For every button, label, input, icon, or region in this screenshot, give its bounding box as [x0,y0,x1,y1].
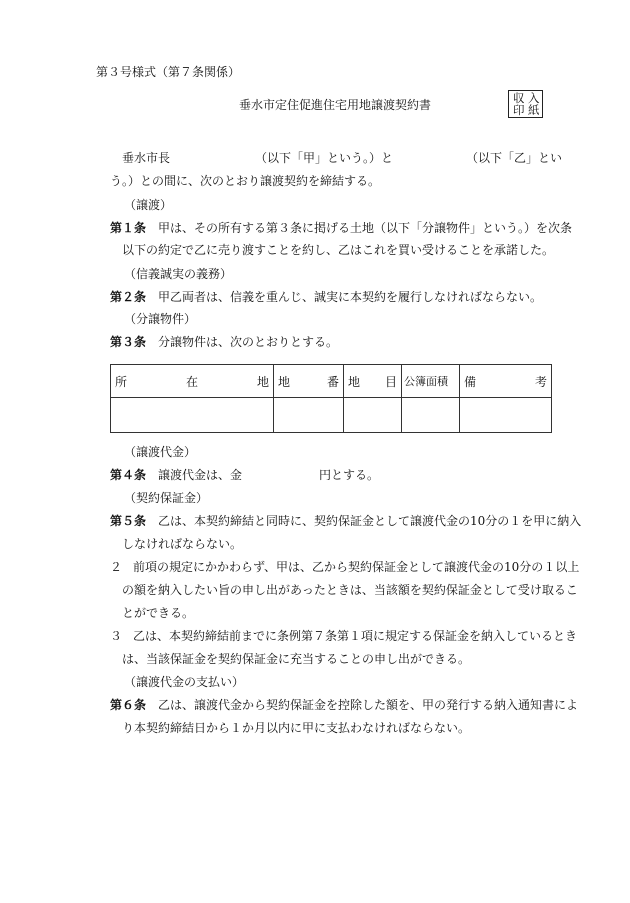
paragraph-3-line-1: 乙は、本契約締結前までに条例第７条第１項に規定する保証金を納入しているとき [133,629,578,643]
article-1-caption: （譲渡） [124,198,173,212]
paragraph-2-line-1: 前項の規定にかかわらず、甲は、乙から契約保証金として譲渡代金の10分の１以上 [133,560,580,574]
paragraph-2-number: ２ [110,560,123,574]
header-category-char: 地 [348,374,361,389]
header-lot-number [274,365,344,398]
article-1-line-1: 甲は、その所有する第３条に掲げる土地（以下「分譲物件」という。）を次条 [158,221,573,235]
party-a-name: 垂水市長 [122,151,171,165]
article-5-line-1: 乙は、本契約締結と同時に、契約保証金として譲渡代金の10分の１を甲に納入 [158,514,582,528]
land-table [110,364,552,433]
table-header-row [111,365,552,398]
article-6-line-2: り本契約締結日から１か月以内に甲に支払わなければならない。 [122,721,471,735]
article-5-caption: （契約保証金） [124,491,209,505]
cell-registered-area[interactable] [402,398,460,433]
cell-lot-number[interactable] [274,398,344,433]
header-remarks [460,365,552,398]
article-2-number: 第２条 [110,290,147,304]
paragraph-2-line-2: の額を納入したい旨の申し出があったときは、当該額を契約保証金として受け取るこ [122,583,578,597]
header-location-char: 地 [256,374,269,389]
intro-line-2: う。）との間に、次のとおり譲渡契約を締結する。 [110,174,381,188]
article-5-number: 第５条 [110,514,147,528]
article-6-caption: （譲渡代金の支払い） [124,675,245,689]
article-4-caption: （譲渡代金） [124,445,197,459]
article-3-line-1: 分譲物件は、次のとおりとする。 [158,335,339,349]
article-2-line-1: 甲乙両者は、信義を重んじ、誠実に本契約を履行しなければならない。 [158,290,543,304]
stamp-char: 入 [528,91,540,105]
document-title: 垂水市定住促進住宅用地譲渡契約書 [239,98,432,112]
paragraph-2-line-3: とができる。 [122,606,195,620]
article-5-line-2: しなければならない。 [122,537,243,551]
header-lot-char: 地 [278,374,291,389]
revenue-stamp-box [508,90,543,118]
article-4-number: 第４条 [110,468,147,482]
cell-location[interactable] [111,398,274,433]
article-4-line-1a: 譲渡代金は、金 [158,468,243,482]
header-lot-char: 番 [326,374,339,389]
cell-remarks[interactable] [460,398,552,433]
header-area-label: 公簿面積 [404,375,448,388]
header-location-char: 所 [115,374,128,389]
party-b-definition: （以下「乙」とい [466,151,563,165]
table-row [111,398,552,433]
article-1-number: 第１条 [110,221,147,235]
stamp-char: 収 [513,91,525,105]
paragraph-3-line-2: は、当該保証金を契約保証金に充当することの申し出ができる。 [122,652,471,666]
article-1-line-2: 以下の約定で乙に売り渡すことを約し、乙はこれを買い受けることを承諾した。 [122,243,555,257]
header-location [111,365,274,398]
form-label: 第３号様式（第７条関係） [96,65,241,79]
article-3-caption: （分譲物件） [124,312,197,326]
header-location-char: 在 [185,374,198,389]
header-land-category [344,365,402,398]
article-6-number: 第６条 [110,698,147,712]
article-2-caption: （信義誠実の義務） [124,267,233,281]
paragraph-3-number: ３ [110,629,123,643]
header-remarks-char: 備 [464,374,477,389]
stamp-char: 紙 [528,103,540,117]
cell-land-category[interactable] [344,398,402,433]
header-category-char: 目 [384,374,397,389]
header-remarks-char: 考 [534,374,547,389]
header-registered-area [402,365,460,398]
party-a-definition: （以下「甲」という。）と [255,151,394,165]
article-4-line-1b: 円とする。 [319,468,380,482]
article-3-number: 第３条 [110,335,147,349]
stamp-char: 印 [513,103,525,117]
article-6-line-1: 乙は、譲渡代金から契約保証金を控除した額を、甲の発行する納入通知書によ [158,698,579,712]
